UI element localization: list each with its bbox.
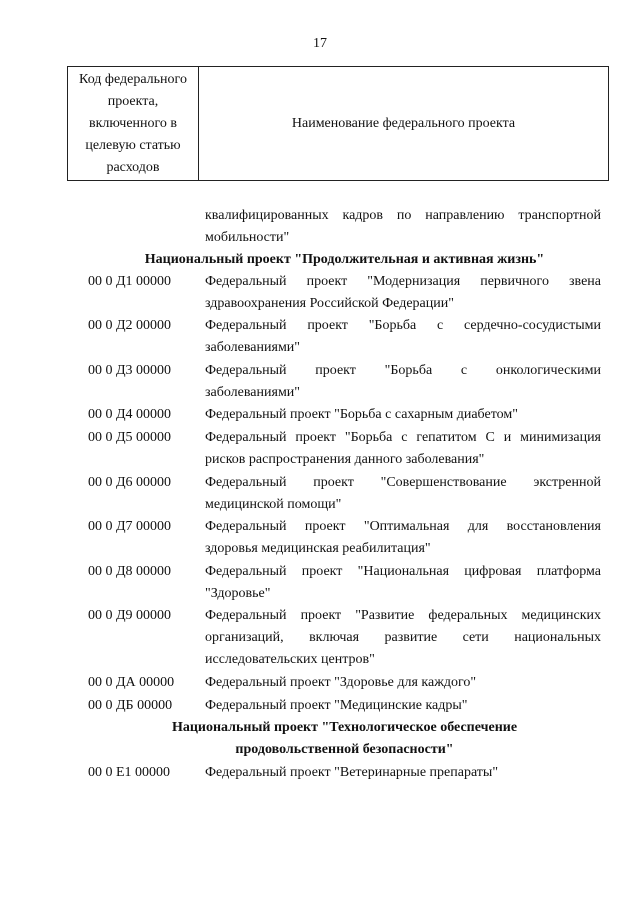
project-name-line: Федеральный проект "Борьба с сахарным диабетом" (205, 407, 518, 422)
project-name-line: Федеральный проект "Совершенствование экстренной (205, 475, 601, 490)
project-name-line: Федеральный проект "Медицинские кадры" (205, 698, 468, 713)
section-title-line: продовольственной безопасности" (235, 742, 454, 757)
project-name-line: Федеральный проект "Здоровье для каждого" (205, 675, 477, 690)
project-name-line: здравоохранения Российской Федерации" (205, 296, 454, 311)
project-name-line: Федеральный проект "Оптимальная для восстановления (205, 519, 601, 534)
project-name-line: Федеральный проект "Национальная цифровая платформа (205, 564, 601, 579)
project-code: 00 0 Д9 00000 (88, 608, 172, 623)
project-name-line: здоровья медицинская реабилитация" (205, 541, 431, 556)
project-code: 00 0 Д5 00000 (88, 430, 172, 445)
header-name-column: Наименование федерального проекта (291, 115, 516, 131)
project-name-line: "Здоровье" (205, 586, 271, 601)
header-code-line: проекта, (107, 93, 159, 109)
project-name-line: исследовательских центров" (205, 652, 375, 667)
project-name-line: заболеваниями" (205, 340, 301, 355)
section-title-food-security (88, 717, 601, 761)
page-number: 17 (313, 36, 327, 51)
section-title-line: Национальный проект "Технологическое обеспечение (171, 720, 518, 735)
project-name-line: Федеральный проект "Ветеринарные препараты" (205, 765, 499, 780)
project-code: 00 0 Д3 00000 (88, 363, 172, 378)
project-code: 00 0 Д6 00000 (88, 475, 172, 490)
project-name-line: организаций, включая развитие сети национальных (205, 630, 601, 645)
project-name-line: заболеваниями" (205, 385, 301, 400)
project-code: 00 0 Д2 00000 (88, 318, 172, 333)
project-name-line: медицинской помощи" (205, 497, 342, 512)
project-name-line: Федеральный проект "Борьба с онкологическими (205, 363, 601, 378)
project-name-line: Федеральный проект "Модернизация первичного звена (205, 274, 601, 289)
project-code: 00 0 ДА 00000 (88, 675, 175, 690)
project-code: 00 0 Е1 00000 (88, 765, 171, 780)
project-code: 00 0 Д7 00000 (88, 519, 172, 534)
project-code: 00 0 ДБ 00000 (88, 698, 173, 713)
table-header (67, 66, 609, 181)
project-name-line: Федеральный проект "Борьба с сердечно-сосудистыми (205, 318, 601, 333)
header-code-line: включенного в (88, 115, 178, 131)
header-code-line: целевую статью (85, 137, 181, 153)
project-code: 00 0 Д8 00000 (88, 564, 172, 579)
section-title-longevity: Национальный проект "Продолжительная и активная жизнь" (144, 252, 545, 267)
header-code-line: расходов (106, 159, 160, 175)
project-name-line: рисков распространения данного заболевания" (205, 452, 485, 467)
continuation-line: квалифицированных кадров по направлению транспортной (205, 208, 601, 223)
project-name-line: Федеральный проект "Борьба с гепатитом С и минимизация (205, 430, 601, 445)
header-code-line: Код федерального (79, 71, 187, 87)
project-code: 00 0 Д1 00000 (88, 274, 172, 289)
header-code-column (68, 67, 199, 180)
continuation-line: мобильности" (205, 230, 290, 245)
project-code: 00 0 Д4 00000 (88, 407, 172, 422)
project-name-line: Федеральный проект "Развитие федеральных медицинских (205, 608, 601, 623)
